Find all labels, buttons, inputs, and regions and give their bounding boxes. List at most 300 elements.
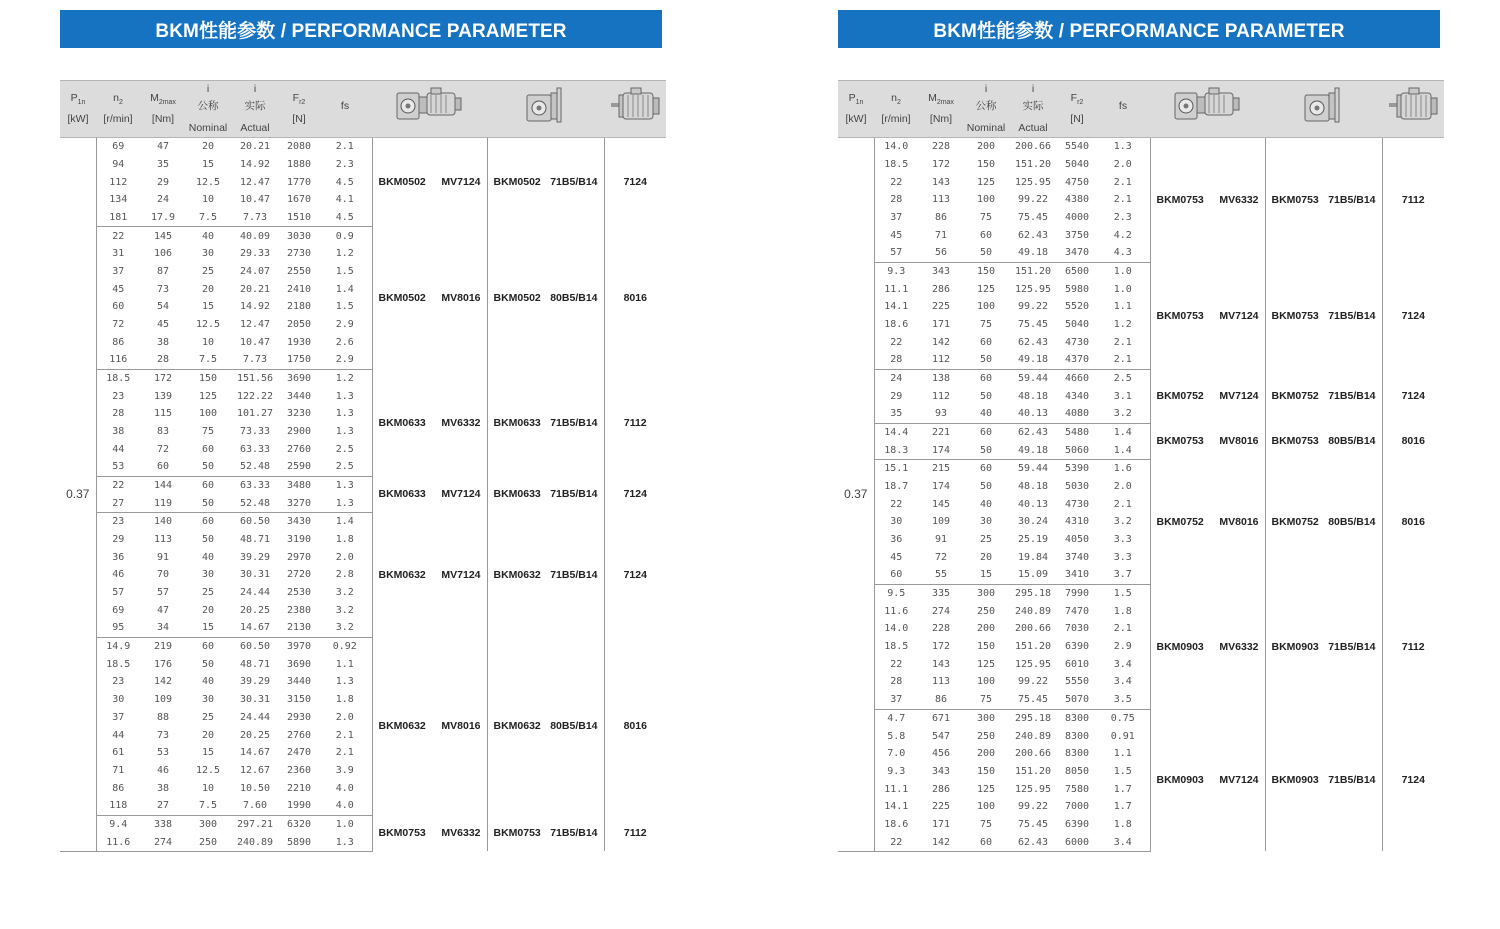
service-factor-cell: 1.7 <box>1113 801 1132 813</box>
service-factor-cell: 2.9 <box>318 351 372 369</box>
torque-cell: 47 <box>156 604 170 616</box>
radial-load-cell: 5550 <box>1064 676 1090 688</box>
gearbox-code: BKM0753 <box>1271 194 1319 207</box>
motor-code: MV7124 <box>1219 774 1259 787</box>
radial-load-cell: 1990 <box>280 797 318 815</box>
speed-cell: 57 <box>874 244 918 262</box>
radial-load-cell: 2210 <box>286 782 312 794</box>
ratio-nominal-cell: 60 <box>979 427 993 439</box>
gearbox-code: BKM0753 <box>493 827 541 840</box>
model-pair <box>1266 310 1382 322</box>
service-factor-cell: 1.1 <box>1113 301 1132 313</box>
header-label: P <box>848 91 856 104</box>
ratio-actual-cell: 20.21 <box>239 283 271 295</box>
header-unit: Nominal <box>188 121 228 134</box>
ratio-actual-cell: 12.47 <box>239 176 271 188</box>
ratio-nominal-cell: 125 <box>198 390 218 402</box>
torque-cell: 228 <box>931 141 951 153</box>
ratio-actual-cell: 48.71 <box>239 534 271 546</box>
torque-cell: 215 <box>931 463 951 475</box>
table-row <box>838 369 1444 387</box>
ratio-nominal-cell: 15 <box>964 566 1008 584</box>
speed-cell: 94 <box>112 159 125 170</box>
header-service-factor <box>318 81 372 138</box>
model-pair <box>1151 310 1265 322</box>
radial-load-cell: 5040 <box>1064 159 1090 170</box>
motor-model-cell: 8016 <box>1382 423 1444 459</box>
speed-cell: 18.5 <box>106 658 131 670</box>
ratio-actual-cell: 40.09 <box>239 230 271 242</box>
speed-cell: 9.4 <box>109 818 128 830</box>
header-unit: [Nm] <box>929 113 953 126</box>
ratio-actual-cell: 49.18 <box>1008 441 1058 459</box>
ratio-actual-cell: 7.60 <box>230 797 280 815</box>
torque-cell: 115 <box>153 408 173 420</box>
speed-cell: 181 <box>96 209 140 227</box>
ratio-actual-cell: 30.31 <box>239 694 271 706</box>
table-header <box>838 81 1444 138</box>
motor-model-cell: 7112 <box>1382 138 1444 263</box>
model-pair <box>488 720 604 732</box>
ratio-nominal-cell: 50 <box>964 441 1008 459</box>
ratio-actual-cell: 99.22 <box>1017 676 1049 688</box>
torque-cell: 225 <box>931 801 951 813</box>
torque-cell: 547 <box>931 730 951 742</box>
radial-load-cell: 2360 <box>286 764 312 776</box>
ratio-actual-cell: 49.18 <box>1008 244 1058 262</box>
ratio-nominal-cell: 40 <box>201 676 215 688</box>
service-factor-cell: 1.4 <box>1096 441 1150 459</box>
service-factor-cell: 1.1 <box>1113 748 1132 760</box>
motor-code: MV7124 <box>1219 390 1259 403</box>
radial-load-cell: 5480 <box>1064 427 1090 439</box>
ratio-nominal-cell: 75 <box>201 426 215 438</box>
speed-cell: 30 <box>890 516 903 528</box>
radial-load-cell: 2380 <box>286 604 312 616</box>
service-factor-cell: 3.2 <box>318 619 372 637</box>
service-factor-cell: 0.91 <box>1110 730 1135 742</box>
gearmotor-model-cell <box>1150 460 1265 585</box>
gearbox-model-cell <box>487 138 604 227</box>
speed-cell: 4.7 <box>887 712 906 724</box>
header-ratio-actual <box>1008 81 1058 138</box>
header-label: M <box>928 91 937 104</box>
speed-cell: 57 <box>112 587 125 599</box>
flange-code: 80B5/B14 <box>550 292 598 305</box>
service-factor-cell: 1.0 <box>1113 283 1132 295</box>
service-factor-cell: 2.0 <box>335 711 354 723</box>
motor-code: MV6332 <box>441 827 481 840</box>
header-subscript: 2 <box>896 99 901 107</box>
speed-cell: 35 <box>874 405 918 423</box>
model-pair <box>488 569 604 581</box>
table-row <box>60 138 666 156</box>
radial-load-cell: 2760 <box>286 443 312 455</box>
torque-cell: 343 <box>931 266 951 278</box>
radial-load-cell: 3690 <box>286 658 312 670</box>
radial-load-cell: 5060 <box>1058 441 1096 459</box>
service-factor-cell: 3.3 <box>1113 534 1132 546</box>
speed-cell: 22 <box>890 336 903 348</box>
torque-cell: 109 <box>153 694 173 706</box>
gearmotor-model-cell <box>372 815 487 851</box>
radial-load-cell: 3740 <box>1064 551 1090 563</box>
radial-load-cell: 3190 <box>286 534 312 546</box>
model-pair <box>1151 390 1265 402</box>
radial-load-cell: 3970 <box>286 641 312 653</box>
ratio-actual-cell: 125.95 <box>1014 176 1052 188</box>
radial-load-cell: 1880 <box>286 159 312 170</box>
header-unit: [r/min] <box>103 113 133 126</box>
gearmotor-model-cell <box>372 476 487 512</box>
radial-load-cell: 2410 <box>286 283 312 295</box>
speed-cell: 53 <box>96 458 140 476</box>
gearbox-code: BKM0633 <box>493 416 541 429</box>
gearbox-code: BKM0752 <box>1156 390 1204 403</box>
ratio-actual-cell: 30.31 <box>239 569 271 581</box>
radial-load-cell: 2050 <box>286 319 312 331</box>
torque-cell: 72 <box>156 443 170 455</box>
ratio-nominal-cell: 100 <box>976 301 996 313</box>
ratio-nominal-cell: 40 <box>979 498 993 510</box>
flange-code: 80B5/B14 <box>1328 435 1376 448</box>
service-factor-cell: 3.2 <box>335 587 354 599</box>
ratio-nominal-cell: 12.5 <box>195 764 221 776</box>
speed-cell: 71 <box>112 764 125 776</box>
ratio-actual-cell: 15.09 <box>1008 566 1058 584</box>
ratio-nominal-cell: 10 <box>201 336 215 348</box>
gearbox-model-cell <box>487 637 604 815</box>
motor-model-cell: 7124 <box>604 513 666 638</box>
motor-model-cell: 7112 <box>1382 584 1444 709</box>
gearbox-code: BKM0632 <box>493 568 541 581</box>
speed-cell: 46 <box>112 569 125 581</box>
ratio-nominal-cell: 50 <box>186 458 230 476</box>
service-factor-cell: 1.7 <box>1113 783 1132 795</box>
radial-load-cell: 5390 <box>1064 463 1090 475</box>
ratio-nominal-cell: 25 <box>201 587 215 599</box>
service-factor-cell: 1.8 <box>335 534 354 546</box>
torque-cell: 335 <box>931 588 951 600</box>
motor-code: MV6332 <box>1219 640 1259 653</box>
flange-code: 80B5/B14 <box>1328 515 1376 528</box>
speed-cell: 9.5 <box>887 588 906 600</box>
ratio-nominal-cell: 60 <box>201 641 215 653</box>
ratio-actual-cell: 60.50 <box>239 516 271 528</box>
speed-cell: 22 <box>890 498 903 510</box>
ratio-actual-cell: 14.67 <box>239 747 271 759</box>
gearbox-model-cell <box>1265 584 1382 709</box>
speed-cell: 23 <box>112 390 125 402</box>
ratio-nominal-cell: 10 <box>201 194 215 206</box>
service-factor-cell: 4.5 <box>335 176 354 188</box>
model-pair <box>488 292 604 304</box>
ratio-actual-cell: 20.21 <box>239 141 271 153</box>
ratio-nominal-cell: 25 <box>979 534 993 546</box>
torque-cell: 286 <box>931 783 951 795</box>
ratio-actual-cell: 7.73 <box>230 351 280 369</box>
radial-load-cell: 2760 <box>286 729 312 741</box>
ratio-actual-cell: 122.22 <box>236 390 274 402</box>
ratio-nominal-cell: 30 <box>201 694 215 706</box>
ratio-nominal-cell: 50 <box>979 390 993 402</box>
gearmotor-model-cell <box>372 369 487 476</box>
ratio-actual-cell: 62.43 <box>1017 229 1049 241</box>
motor-code: MV8016 <box>441 720 481 733</box>
torque-cell: 54 <box>156 301 170 313</box>
radial-load-cell: 2470 <box>286 747 312 759</box>
motor-model-cell: 7124 <box>1382 369 1444 423</box>
service-factor-cell: 3.3 <box>1113 551 1132 563</box>
gearmotor-model-cell <box>1150 138 1265 263</box>
motor-model-cell: 7112 <box>604 815 666 851</box>
ratio-nominal-cell: 75 <box>964 691 1008 709</box>
speed-cell: 36 <box>112 551 125 563</box>
header-image-3 <box>1382 81 1444 138</box>
speed-cell: 14.9 <box>106 641 131 653</box>
torque-cell: 109 <box>931 516 951 528</box>
flange-code: 71B5/B14 <box>1328 774 1376 787</box>
gearbox-code: BKM0903 <box>1156 640 1204 653</box>
torque-cell: 219 <box>153 641 173 653</box>
table-row <box>60 637 666 655</box>
service-factor-cell: 1.2 <box>1113 319 1132 331</box>
service-factor-cell: 2.1 <box>335 747 354 759</box>
ratio-actual-cell: 151.20 <box>1014 765 1052 777</box>
gearbox-model-cell <box>1265 709 1382 851</box>
ratio-actual-cell: 7.73 <box>230 209 280 227</box>
gearmotor-model-cell <box>372 513 487 638</box>
radial-load-cell: 4050 <box>1064 534 1090 546</box>
service-factor-cell: 1.3 <box>335 426 354 438</box>
service-factor-cell: 2.0 <box>1113 481 1132 493</box>
torque-cell: 143 <box>931 176 951 188</box>
flange-code: 71B5/B14 <box>550 416 598 429</box>
table-row <box>838 423 1444 441</box>
speed-cell: 61 <box>112 747 125 759</box>
torque-cell: 456 <box>931 748 951 760</box>
service-factor-cell: 4.1 <box>335 194 354 206</box>
ratio-nominal-cell: 30 <box>201 569 215 581</box>
service-factor-cell: 1.3 <box>335 408 354 420</box>
radial-load-cell: 1510 <box>280 209 318 227</box>
header-unit: [kW] <box>67 113 89 126</box>
torque-cell: 72 <box>934 551 948 563</box>
ratio-actual-cell: 20.25 <box>239 604 271 616</box>
speed-cell: 22 <box>112 230 125 242</box>
gearbox-code: BKM0632 <box>378 568 426 581</box>
torque-cell: 145 <box>153 230 173 242</box>
speed-cell: 11.1 <box>884 783 909 795</box>
torque-cell: 73 <box>156 283 170 295</box>
speed-cell: 7.0 <box>887 748 906 760</box>
radial-load-cell: 8300 <box>1064 712 1090 724</box>
radial-load-cell: 7030 <box>1064 623 1090 635</box>
torque-cell: 86 <box>918 691 964 709</box>
ratio-actual-cell: 14.92 <box>239 159 271 170</box>
torque-cell: 112 <box>931 390 951 402</box>
service-factor-cell: 3.4 <box>1096 833 1150 851</box>
ratio-nominal-cell: 40 <box>964 405 1008 423</box>
service-factor-cell: 4.0 <box>318 797 372 815</box>
service-factor-cell: 0.75 <box>1110 712 1135 724</box>
radial-load-cell: 8050 <box>1064 765 1090 777</box>
ratio-nominal-cell: 50 <box>964 244 1008 262</box>
gearbox-code: BKM0502 <box>493 176 541 189</box>
gearbox-code: BKM0753 <box>378 827 426 840</box>
torque-cell: 171 <box>931 818 951 830</box>
header-radial-load <box>1058 81 1096 138</box>
header-top: i <box>206 83 210 96</box>
ratio-nominal-cell: 12.5 <box>195 319 221 331</box>
radial-load-cell: 2930 <box>286 711 312 723</box>
gearbox-model-cell <box>1265 460 1382 585</box>
table-row <box>838 138 1444 156</box>
ratio-nominal-cell: 75 <box>979 818 993 830</box>
ratio-actual-cell: 59.44 <box>1017 373 1049 385</box>
header-label: M <box>150 91 159 104</box>
gearbox-code: BKM0903 <box>1271 640 1319 653</box>
radial-load-cell: 8300 <box>1064 748 1090 760</box>
table-row <box>838 709 1444 727</box>
ratio-actual-cell: 200.66 <box>1014 748 1052 760</box>
flange-code: 71B5/B14 <box>1328 309 1376 322</box>
speed-cell: 11.6 <box>884 605 909 617</box>
ratio-nominal-cell: 10 <box>201 782 215 794</box>
torque-cell: 172 <box>931 641 951 653</box>
ratio-actual-cell: 40.13 <box>1008 405 1058 423</box>
radial-load-cell: 3750 <box>1064 229 1090 241</box>
motor-model-cell: 7124 <box>604 138 666 227</box>
ratio-actual-cell: 14.67 <box>230 619 280 637</box>
service-factor-cell: 3.1 <box>1113 390 1132 402</box>
ratio-nominal-cell: 20 <box>201 729 215 741</box>
flange-code: 71B5/B14 <box>550 176 598 189</box>
ratio-nominal-cell: 60 <box>979 373 993 385</box>
gearbox-model-cell <box>487 369 604 476</box>
radial-load-cell: 4380 <box>1064 194 1090 206</box>
ratio-nominal-cell: 15 <box>201 301 215 313</box>
flange-code: 71B5/B14 <box>550 568 598 581</box>
header-ratio-nominal <box>964 81 1008 138</box>
ratio-actual-cell: 295.18 <box>1014 712 1052 724</box>
table-row <box>60 476 666 494</box>
torque-cell: 35 <box>156 159 170 170</box>
torque-cell: 174 <box>931 481 951 493</box>
gearmotor-icon <box>1173 85 1243 133</box>
torque-cell: 17.9 <box>140 209 186 227</box>
gearbox-model-cell <box>487 815 604 851</box>
ratio-nominal-cell: 150 <box>198 373 218 385</box>
flange-code: 71B5/B14 <box>1328 194 1376 207</box>
service-factor-cell: 1.0 <box>1113 266 1132 278</box>
model-pair <box>373 292 487 304</box>
speed-cell: 60 <box>112 301 125 313</box>
flange-code: 80B5/B14 <box>550 720 598 733</box>
table-row <box>838 262 1444 280</box>
header-subscript: r2 <box>1077 99 1084 107</box>
gearbox-code: BKM0633 <box>378 488 426 501</box>
service-factor-cell: 2.9 <box>1113 641 1132 653</box>
header-service-factor <box>1096 81 1150 138</box>
ratio-nominal-cell: 150 <box>976 765 996 777</box>
speed-cell: 45 <box>890 551 903 563</box>
speed-cell: 18.7 <box>884 481 909 493</box>
ratio-nominal-cell: 7.5 <box>186 797 230 815</box>
gearmotor-model-cell <box>372 637 487 815</box>
torque-cell: 112 <box>918 351 964 369</box>
service-factor-cell: 1.1 <box>335 658 354 670</box>
ratio-nominal-cell: 150 <box>976 159 996 170</box>
speed-cell: 11.1 <box>884 283 909 295</box>
service-factor-cell: 4.0 <box>335 782 354 794</box>
speed-cell: 36 <box>890 534 903 546</box>
ratio-nominal-cell: 100 <box>976 676 996 688</box>
radial-load-cell: 7470 <box>1064 605 1090 617</box>
radial-load-cell: 5980 <box>1064 283 1090 295</box>
ratio-nominal-cell: 100 <box>976 801 996 813</box>
speed-cell: 86 <box>112 336 125 348</box>
ratio-actual-cell: 295.18 <box>1014 588 1052 600</box>
ratio-actual-cell: 30.24 <box>1017 516 1049 528</box>
ratio-actual-cell: 200.66 <box>1014 623 1052 635</box>
service-factor-cell: 2.5 <box>318 458 372 476</box>
radial-load-cell: 2530 <box>286 587 312 599</box>
torque-cell: 57 <box>156 587 170 599</box>
radial-load-cell: 1750 <box>280 351 318 369</box>
service-factor-cell: 2.1 <box>1113 623 1132 635</box>
flange-code: 71B5/B14 <box>1328 390 1376 403</box>
speed-cell: 22 <box>874 833 918 851</box>
header-image-2 <box>487 81 604 138</box>
table-row <box>60 513 666 531</box>
gearbox-code: BKM0633 <box>493 488 541 501</box>
torque-cell: 56 <box>918 244 964 262</box>
header-ratio-actual <box>230 81 280 138</box>
service-factor-cell: 3.9 <box>335 764 354 776</box>
speed-cell: 18.6 <box>884 818 909 830</box>
speed-cell: 37 <box>112 266 125 278</box>
table-row <box>60 227 666 245</box>
torque-cell: 274 <box>140 833 186 851</box>
performance-table <box>60 80 666 852</box>
header-power <box>838 81 874 138</box>
gearbox-code: BKM0502 <box>378 292 426 305</box>
ratio-actual-cell: 19.84 <box>1017 551 1049 563</box>
ratio-nominal-cell: 30 <box>979 516 993 528</box>
ratio-nominal-cell: 15 <box>201 747 215 759</box>
service-factor-cell: 1.8 <box>335 694 354 706</box>
ratio-nominal-cell: 100 <box>198 408 218 420</box>
ratio-actual-cell: 99.22 <box>1017 194 1049 206</box>
ratio-actual-cell: 63.33 <box>239 480 271 492</box>
header-label: F <box>292 91 300 104</box>
service-factor-cell: 0.92 <box>332 641 357 653</box>
gearbox-code: BKM0633 <box>378 416 426 429</box>
flange-code: 71B5/B14 <box>550 488 598 501</box>
service-factor-cell: 2.0 <box>1113 159 1132 170</box>
ratio-nominal-cell: 250 <box>976 730 996 742</box>
speed-cell: 45 <box>112 283 125 295</box>
header-subscript: 2 <box>118 99 123 107</box>
header-unit: Actual <box>240 121 270 134</box>
motor-model-cell: 8016 <box>1382 460 1444 585</box>
gearbox-code: BKM0752 <box>1271 390 1319 403</box>
speed-cell: 18.5 <box>884 159 909 170</box>
header-unit: [Nm] <box>151 113 175 126</box>
motor-model-cell: 7124 <box>604 476 666 512</box>
ratio-actual-cell: 125.95 <box>1014 783 1052 795</box>
